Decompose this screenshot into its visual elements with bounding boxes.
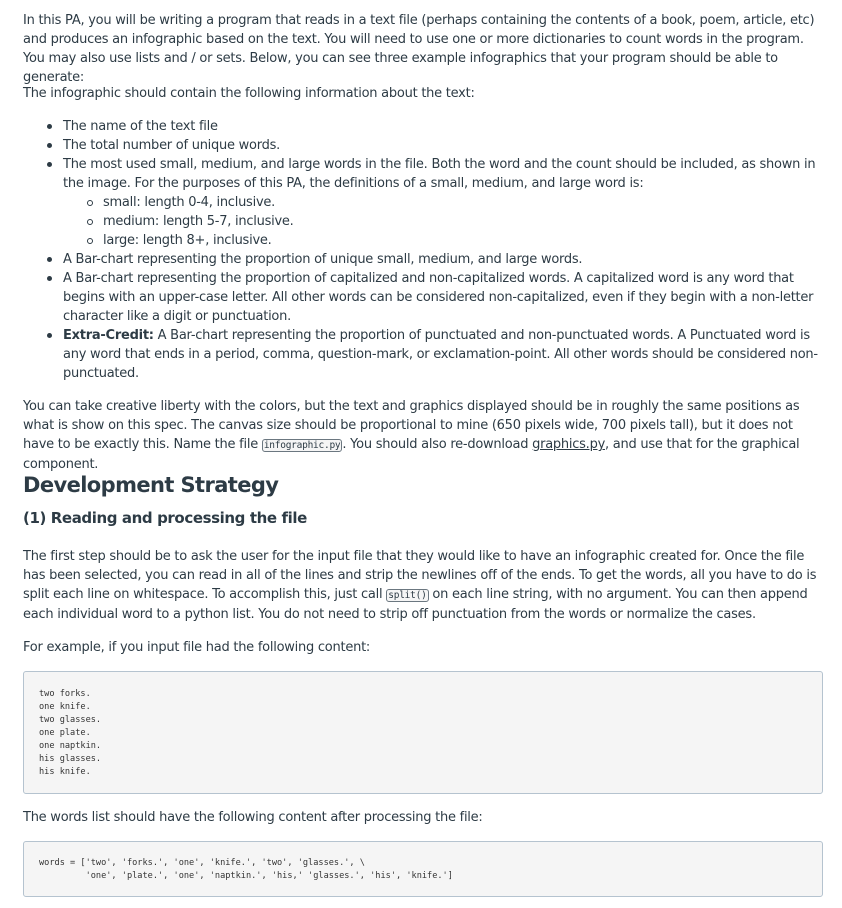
step-one-paragraph (23, 547, 823, 624)
list-item (45, 326, 825, 383)
requirements-list (45, 117, 825, 383)
sub-list-item (85, 212, 825, 231)
paragraph-text: You can take creative liberty with the colors, but the text and graphics displayed should be in roughly the same positions as what is show on this spec. The canvas size should be proportional to mine (650 pixels wide, 700 pixels tall), but it does not have to be exactly this. Name the file (23, 399, 800, 452)
paragraph-text: . You should also re-download (342, 437, 533, 452)
sub-list-item (85, 193, 825, 212)
input-file-code-block (23, 671, 823, 794)
code-line: two forks. (39, 689, 91, 699)
sub-list-item-text: medium: length 5-7, inclusive. (103, 214, 294, 229)
list-item-text: The most used small, medium, and large words in the file. Both the word and the count should be included, as shown in the image. For the purposes of this PA, the definitions of a small, medium, and large word is: (63, 157, 816, 191)
words-list-code-block (23, 841, 823, 897)
code-line: words = ['two', 'forks.', 'one', 'knife.', 'two', 'glasses.', \ (39, 858, 365, 868)
list-item (45, 117, 825, 136)
sub-list-item-text: small: length 0-4, inclusive. (103, 195, 276, 210)
paragraph-text: on each line string, with no argument. You can then append each individual word to a python list. You do not need to strip off punctuation from the words or normalize the cases. (23, 587, 808, 622)
code-line: his knife. (39, 767, 91, 777)
list-item-text: A Bar-chart representing the proportion of punctuated and non-punctuated words. A Punctuated word is any word that ends in a period, comma, question-mark, or exclamation-point. All other words should be considered non-punctuated. (63, 328, 818, 381)
list-item-text: A Bar-chart representing the proportion of capitalized and non-capitalized words. A capitalized word is any word that begins with an upper-case letter. All other words can be considered non-capitalized, even if they begin with a non-letter character like a digit or punctuation. (63, 271, 814, 324)
sub-list-item (85, 231, 825, 250)
infographic-requirements-intro: The infographic should contain the following information about the text: (23, 86, 475, 101)
code-line: 'one', 'plate.', 'one', 'naptkin.', 'his,' 'glasses.', 'his', 'knife.'] (39, 871, 453, 881)
list-item (45, 136, 825, 155)
code-line: one plate. (39, 728, 91, 738)
list-item (45, 250, 825, 269)
filename-code: infographic.py (263, 440, 341, 451)
list-item-text: A Bar-chart representing the proportion of unique small, medium, and large words. (63, 252, 583, 267)
graphics-py-link[interactable]: graphics.py (532, 437, 606, 452)
extra-credit-label: Extra-Credit: (63, 328, 154, 343)
creative-liberty-paragraph (23, 397, 823, 474)
list-item (45, 269, 825, 326)
code-line: one knife. (39, 702, 91, 712)
split-code: split() (388, 590, 427, 601)
words-list-intro: The words list should have the following content after processing the file: (23, 810, 483, 825)
intro-paragraph: In this PA, you will be writing a program that reads in a text file (perhaps containing the contents of a book, poem, article, etc) and produces an infographic based on the text. You will need to use one or more dictionaries to count words in the program. You may also use lists and / or sets. Below, you can see three example infographics that your program should be able to generate: (23, 13, 815, 85)
list-item (45, 155, 825, 250)
list-item-text: The name of the text file (63, 119, 218, 134)
example-intro: For example, if you input file had the following content: (23, 640, 371, 655)
list-item-text: The total number of unique words. (63, 138, 281, 153)
paragraph-text: The first step should be to ask the user for the input file that they would like to have an infographic created for. Once the file has been selected, you can read in all of the lines and strip the newlines off of the ends. To get the words, all you have to do is split each line on whitespace. To accomplish this, just call (23, 549, 817, 602)
subsection-heading: (1) Reading and processing the file (23, 509, 307, 527)
sub-list-item-text: large: length 8+, inclusive. (103, 233, 272, 248)
code-line: his glasses. (39, 754, 102, 764)
section-heading: Development Strategy (23, 473, 279, 497)
paragraph-text: , and use that for the graphical component. (23, 437, 800, 472)
word-size-definitions (63, 193, 825, 250)
code-line: one naptkin. (39, 741, 102, 751)
code-line: two glasses. (39, 715, 102, 725)
